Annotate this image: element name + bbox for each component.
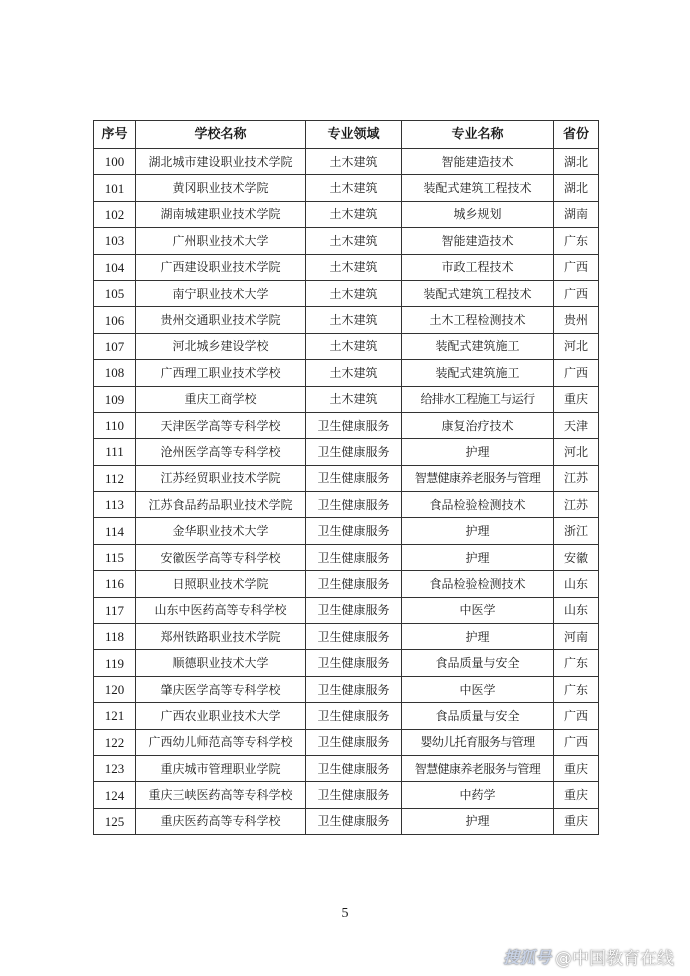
table-row [94,729,599,755]
table-row [94,703,599,729]
cell-school-name: 湖南城建职业技术学院 [136,201,306,227]
cell-school-name: 广西幼儿师范高等专科学校 [136,729,306,755]
cell-school-name: 重庆工商学校 [136,386,306,412]
cell-index: 118 [94,624,136,650]
watermark-logo: 搜狐号 [502,948,551,967]
cell-field: 卫生健康服务 [306,703,402,729]
cell-index: 110 [94,412,136,438]
cell-major: 智慧健康养老服务与管理 [402,755,554,781]
table-row [94,465,599,491]
cell-major: 护理 [402,808,554,834]
cell-province: 湖北 [554,149,599,175]
table-row [94,808,599,834]
table-row [94,149,599,175]
cell-field: 卫生健康服务 [306,597,402,623]
table-row [94,755,599,781]
cell-province: 广西 [554,703,599,729]
cell-index: 100 [94,149,136,175]
cell-school-name: 广州职业技术大学 [136,228,306,254]
cell-school-name: 安徽医学高等专科学校 [136,544,306,570]
watermark-text: @中国教育在线 [555,949,674,969]
cell-major: 婴幼儿托育服务与管理 [402,729,554,755]
cell-major: 食品检验检测技术 [402,492,554,518]
cell-province: 河北 [554,333,599,359]
table-row [94,571,599,597]
table-row [94,624,599,650]
table-row [94,676,599,702]
cell-major: 中医学 [402,676,554,702]
cell-school-name: 山东中医药高等专科学校 [136,597,306,623]
cell-major: 护理 [402,518,554,544]
cell-field: 卫生健康服务 [306,412,402,438]
cell-index: 108 [94,360,136,386]
cell-major: 土木工程检测技术 [402,307,554,333]
cell-school-name: 沧州医学高等专科学校 [136,439,306,465]
cell-field: 土木建筑 [306,201,402,227]
cell-province: 重庆 [554,755,599,781]
cell-index: 102 [94,201,136,227]
cell-school-name: 天津医学高等专科学校 [136,412,306,438]
cell-school-name: 黄冈职业技术学院 [136,175,306,201]
table-row [94,386,599,412]
cell-index: 115 [94,544,136,570]
cell-province: 河南 [554,624,599,650]
cell-province: 广东 [554,676,599,702]
cell-major: 装配式建筑施工 [402,333,554,359]
table-row [94,254,599,280]
cell-field: 卫生健康服务 [306,465,402,491]
cell-province: 江苏 [554,465,599,491]
cell-school-name: 重庆城市管理职业学院 [136,755,306,781]
cell-major: 食品质量与安全 [402,703,554,729]
cell-major: 食品检验检测技术 [402,571,554,597]
cell-province: 天津 [554,412,599,438]
cell-major: 中药学 [402,782,554,808]
cell-major: 护理 [402,439,554,465]
cell-field: 卫生健康服务 [306,782,402,808]
cell-school-name: 日照职业技术学院 [136,571,306,597]
table-row [94,333,599,359]
cell-index: 123 [94,755,136,781]
cell-field: 土木建筑 [306,386,402,412]
cell-major: 护理 [402,624,554,650]
table-row [94,650,599,676]
cell-field: 卫生健康服务 [306,624,402,650]
cell-province: 重庆 [554,782,599,808]
cell-field: 土木建筑 [306,149,402,175]
cell-school-name: 广西农业职业技术大学 [136,703,306,729]
cell-index: 107 [94,333,136,359]
cell-province: 河北 [554,439,599,465]
cell-province: 重庆 [554,386,599,412]
cell-index: 111 [94,439,136,465]
cell-province: 湖北 [554,175,599,201]
cell-index: 113 [94,492,136,518]
cell-field: 土木建筑 [306,254,402,280]
cell-school-name: 重庆医药高等专科学校 [136,808,306,834]
cell-major: 康复治疗技术 [402,412,554,438]
cell-field: 卫生健康服务 [306,544,402,570]
cell-field: 土木建筑 [306,175,402,201]
cell-index: 120 [94,676,136,702]
cell-school-name: 肇庆医学高等专科学校 [136,676,306,702]
table-row [94,201,599,227]
table-row [94,360,599,386]
cell-field: 土木建筑 [306,228,402,254]
cell-field: 土木建筑 [306,333,402,359]
cell-index: 105 [94,280,136,306]
cell-field: 土木建筑 [306,307,402,333]
header-school-name: 学校名称 [136,121,306,149]
cell-province: 广东 [554,228,599,254]
cell-major: 装配式建筑工程技术 [402,280,554,306]
cell-school-name: 江苏食品药品职业技术学院 [136,492,306,518]
cell-field: 土木建筑 [306,360,402,386]
cell-field: 卫生健康服务 [306,676,402,702]
cell-province: 湖南 [554,201,599,227]
cell-school-name: 郑州铁路职业技术学院 [136,624,306,650]
cell-major: 智慧健康养老服务与管理 [402,465,554,491]
cell-index: 114 [94,518,136,544]
cell-index: 119 [94,650,136,676]
cell-index: 122 [94,729,136,755]
cell-school-name: 江苏经贸职业技术学院 [136,465,306,491]
cell-major: 装配式建筑施工 [402,360,554,386]
cell-school-name: 重庆三峡医药高等专科学校 [136,782,306,808]
cell-province: 广西 [554,254,599,280]
cell-field: 卫生健康服务 [306,518,402,544]
cell-major: 市政工程技术 [402,254,554,280]
cell-major: 装配式建筑工程技术 [402,175,554,201]
cell-school-name: 广西建设职业技术学院 [136,254,306,280]
cell-major: 智能建造技术 [402,228,554,254]
table-row [94,782,599,808]
cell-field: 土木建筑 [306,280,402,306]
cell-school-name: 金华职业技术大学 [136,518,306,544]
cell-school-name: 南宁职业技术大学 [136,280,306,306]
cell-school-name: 湖北城市建设职业技术学院 [136,149,306,175]
cell-province: 安徽 [554,544,599,570]
cell-school-name: 顺德职业技术大学 [136,650,306,676]
cell-province: 山东 [554,597,599,623]
header-index: 序号 [94,121,136,149]
cell-province: 广西 [554,729,599,755]
header-major: 专业名称 [402,121,554,149]
cell-school-name: 广西理工职业技术学校 [136,360,306,386]
cell-province: 江苏 [554,492,599,518]
table-body [94,149,599,835]
table-row [94,280,599,306]
cell-index: 109 [94,386,136,412]
cell-field: 卫生健康服务 [306,571,402,597]
table-row [94,228,599,254]
cell-field: 卫生健康服务 [306,650,402,676]
cell-province: 广西 [554,360,599,386]
cell-field: 卫生健康服务 [306,729,402,755]
watermark [503,944,674,969]
header-field: 专业领域 [306,121,402,149]
table-row [94,597,599,623]
cell-index: 124 [94,782,136,808]
cell-province: 浙江 [554,518,599,544]
table-row [94,544,599,570]
cell-index: 103 [94,228,136,254]
cell-index: 101 [94,175,136,201]
cell-school-name: 贵州交通职业技术学院 [136,307,306,333]
table-row [94,412,599,438]
cell-index: 117 [94,597,136,623]
cell-field: 卫生健康服务 [306,808,402,834]
table-row [94,518,599,544]
cell-major: 食品质量与安全 [402,650,554,676]
page-number: 5 [341,906,349,921]
header-province: 省份 [554,121,599,149]
cell-major: 城乡规划 [402,201,554,227]
cell-school-name: 河北城乡建设学校 [136,333,306,359]
table-header-row [94,121,599,149]
cell-field: 卫生健康服务 [306,439,402,465]
cell-province: 广东 [554,650,599,676]
cell-index: 104 [94,254,136,280]
cell-major: 护理 [402,544,554,570]
cell-field: 卫生健康服务 [306,755,402,781]
cell-index: 121 [94,703,136,729]
cell-index: 112 [94,465,136,491]
schools-table [93,120,599,835]
table-row [94,307,599,333]
cell-major: 中医学 [402,597,554,623]
cell-province: 山东 [554,571,599,597]
cell-index: 106 [94,307,136,333]
cell-field: 卫生健康服务 [306,492,402,518]
cell-province: 贵州 [554,307,599,333]
cell-major: 给排水工程施工与运行 [402,386,554,412]
table-row [94,492,599,518]
table-row [94,175,599,201]
cell-index: 125 [94,808,136,834]
cell-index: 116 [94,571,136,597]
cell-major: 智能建造技术 [402,149,554,175]
table-row [94,439,599,465]
cell-province: 重庆 [554,808,599,834]
cell-province: 广西 [554,280,599,306]
